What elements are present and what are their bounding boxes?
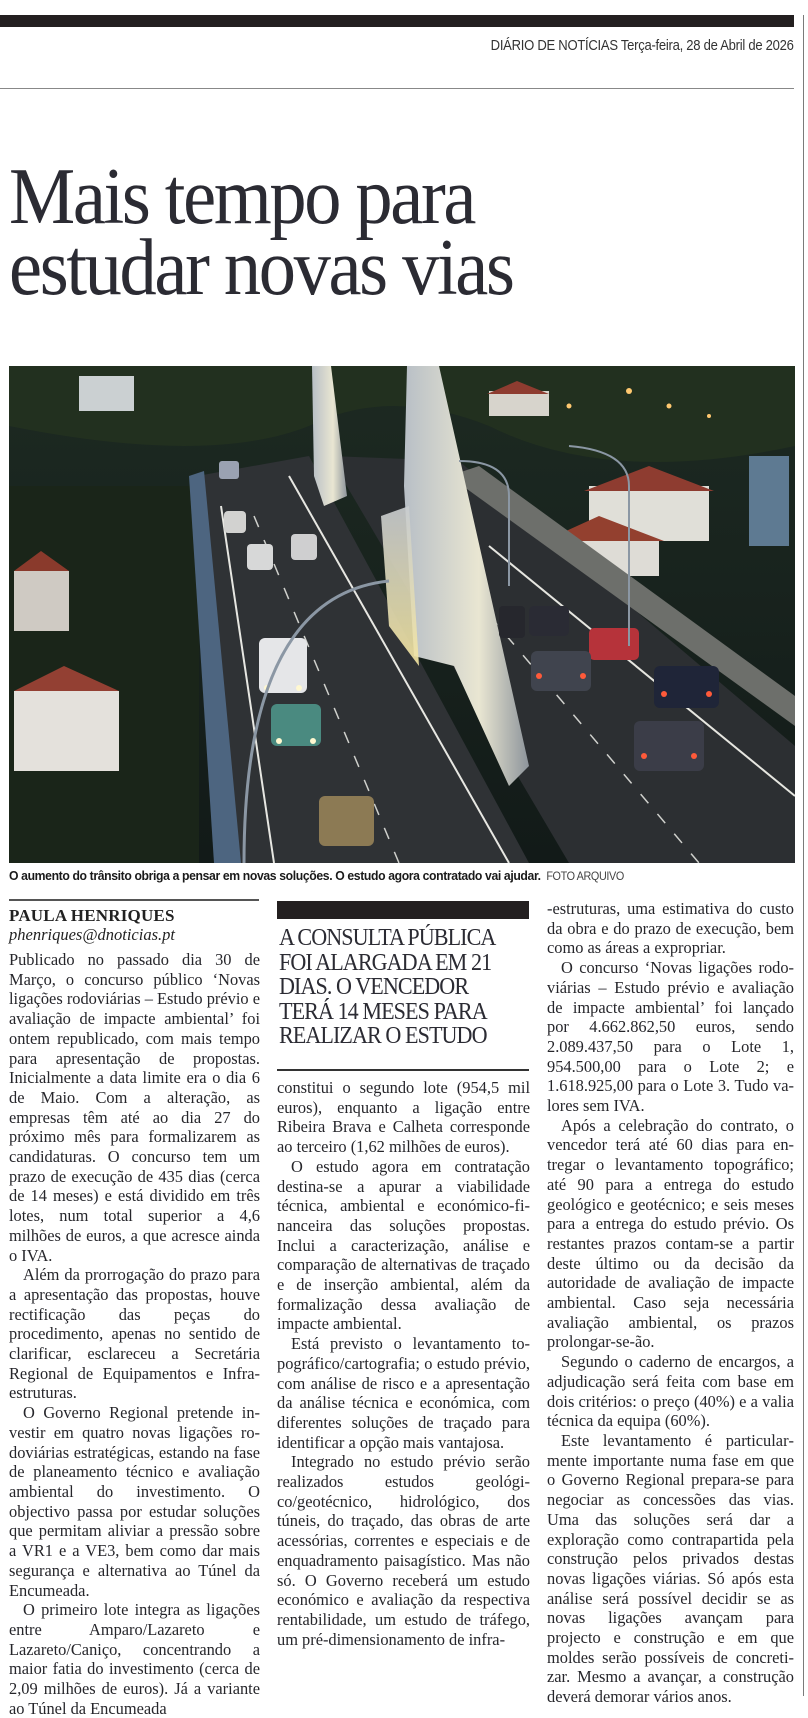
masthead <box>491 38 794 54</box>
byline-rule <box>9 899 259 901</box>
page-edge-rule <box>803 15 804 1696</box>
article-photo <box>9 366 795 863</box>
paragraph: O Governo Regional pretende investir em quatro novas ligações rodoviárias estratégicas, estando na fase de planeamento técnico e avaliação ambiental do investimento. O objectivo passa por estudar soluções que permitam aliviar a pressão sobre a VR1 e a VE3, bem como dar mais segurança e alternativa ao Túnel da Encumeada. <box>9 1403 260 1600</box>
pull-quote-bar <box>277 901 529 919</box>
paragraph: Após a celebração do contrato, o vencedor terá até 60 dias para entregar o levantamento topográfico; até 90 para a entrega do estudo geológico e geotécnico; e seis meses para a entrega do estudo prévio. Os restantes prazos contam-se a partir deste último ou da decisão da autoridade de avaliação de impacte ambiental. Caso seja necessária avaliação ambiental, os prazos prolongar-se-ão. <box>547 1115 794 1352</box>
article-column-2 <box>277 1078 530 1649</box>
headline <box>9 153 513 312</box>
paragraph: Além da prorrogação do prazo para a apresentação das propostas, houve rectificação das peças do procedimento, apenas no sentido de clarificar, esclareceu a Secretária Regional de Equipamentos e Infra-estruturas. <box>9 1265 260 1403</box>
article-column-1 <box>9 950 260 1718</box>
issue-date: Terça-feira, 28 de Abril de 2026 <box>621 38 794 54</box>
caption-text: O aumento do trânsito obriga a pensar em novas soluções. O estudo agora contratado vai ajudar. <box>9 868 541 883</box>
paragraph: Segundo o caderno de encargos, a adjudicação será feita com base em dois critérios: o preço (40%) e a valia técnica da equipa (60%). <box>547 1352 794 1431</box>
headline-line-2: estudar novas vias <box>9 224 513 312</box>
publication-name: DIÁRIO DE NOTÍCIAS <box>491 38 619 54</box>
photo-caption <box>9 868 624 883</box>
paragraph: Publicado no passado dia 30 de Março, o concurso público ‘Novas ligações rodoviárias – Estudo prévio e avaliação de impacte ambiental’ foi ontem republicado, com mais tempo para apresentação de propostas. Inicialmente a data limite era o dia 6 de Maio. Com a alteração, as empresas têm até ao dia 27 do próximo mês para formalizarem as candidaturas. O concurso tem um prazo de execução de 435 dias (cerca de 14 meses) e está dividido em três lotes, num total superior a 4,6 milhões de euros, a que acresce ainda o IVA. <box>9 950 260 1265</box>
paragraph: constitui o segundo lote (954,5 mil euros), enquanto a ligação entre Ribeira Brava e Calheta corresponde ao terceiro (1,62 milhões de euros). <box>277 1078 530 1157</box>
paragraph: O concurso ‘Novas ligações rodoviárias – Estudo prévio e avaliação de impacte ambiental’ foi lançado por 4.662.862,50 euros, sendo 2.089.437,50 para o Lote 1, 954.500,00 para o Lote 2; e 1.618.925,00 para o Lote 3. Tudo valores sem IVA. <box>547 958 794 1116</box>
author-name: PAULA HENRIQUES <box>9 906 175 925</box>
paragraph: Integrado no estudo prévio serão realizados estudos geológico/geotécnico, hidrológico, dos túneis, do traçado, das obras de arte acessórias, correntes e especiais e de enquadramento paisagístico. Mas não só. O Governo receberá um estudo económico e avaliação da respectiva rentabilidade, um estudo de tráfego, um pré-dimensionamento de infra- <box>277 1452 530 1649</box>
masthead-rule <box>0 88 794 89</box>
author-email[interactable]: phenriques@dnoticias.pt <box>9 925 175 944</box>
photo-credit: FOTO ARQUIVO <box>546 871 624 883</box>
article-column-3 <box>547 899 794 1707</box>
headline-line-1: Mais tempo para <box>9 153 475 241</box>
paragraph: -estruturas, uma estimativa do custo da obra e do prazo de execução, bem como as áreas a expropriar. <box>547 899 794 958</box>
paragraph: O estudo agora em contratação destina-se a apurar a viabilidade técnica, ambiental e económico-financeira das soluções propostas. Inclui a caracterização, análise e comparação de alternativas de traçado e de inserção ambiental, além da formalização dessa avaliação de impacte ambiental. <box>277 1156 530 1334</box>
paragraph: O primeiro lote integra as ligações entre Amparo/Lazareto e Lazareto/Caniço, concentrando a maior fatia do investimento (cerca de 2,09 milhões de euros). Já a variante ao Túnel da Encumeada <box>9 1600 260 1718</box>
pull-quote: A CONSULTA PÚBLICA FOI ALARGADA EM 21 DIAS. O VENCEDOR TERÁ 14 MESES PARA REALIZAR O ESTUDO <box>279 925 495 1050</box>
paragraph: Este levantamento é particularmente importante numa fase em que o Governo Regional prepara-se para negociar as concessões das vias. Uma das soluções será dar a exploração como contrapartida pela construção pelos privados destas novas ligações viárias. Só após esta análise será possível decidir se as novas ligações avançam para projecto e construção e em que moldes serão possíveis de concretizar. Mesmo a avançar, a construção deverá demorar vários anos. <box>547 1430 794 1707</box>
bridge-night-photo <box>9 366 795 863</box>
pull-quote-rule <box>277 1069 529 1071</box>
top-rule-bar <box>0 15 794 27</box>
paragraph: Está previsto o levantamento topográfico/cartografia; o estudo prévio, com análise de risco e a apresentação da análise técnica e económica, com diferentes soluções de traçado para identificar a opção mais vantajosa. <box>277 1334 530 1452</box>
